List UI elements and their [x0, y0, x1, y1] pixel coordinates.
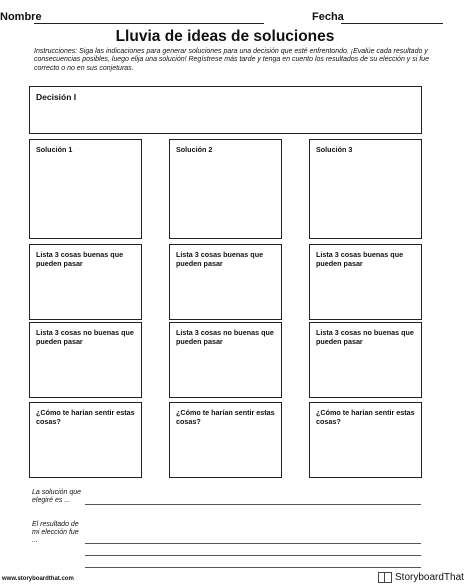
result-line-2[interactable]: [85, 555, 421, 556]
chosen-solution-label: La solución que elegiré es ...: [32, 489, 82, 504]
good-things-1-label: Lista 3 cosas buenas que pueden pasar: [36, 250, 124, 268]
brand-logo: [378, 572, 464, 583]
bad-things-1-box[interactable]: [29, 322, 142, 398]
page-title: Lluvia de ideas de soluciones: [115, 28, 335, 45]
bad-things-2-box[interactable]: [169, 322, 282, 398]
good-things-2-label: Lista 3 cosas buenas que pueden pasar: [176, 250, 264, 268]
feelings-1-label: ¿Cómo te harían sentir estas cosas?: [36, 408, 135, 426]
solution-3-label: Solución 3: [316, 145, 353, 154]
solution-3-box[interactable]: [309, 139, 422, 239]
result-line-1[interactable]: [85, 543, 421, 544]
date-label: Fecha: [312, 11, 344, 23]
name-field-line[interactable]: [34, 23, 264, 24]
solution-2-label: Solución 2: [176, 145, 213, 154]
chosen-solution-line[interactable]: [85, 504, 421, 505]
bad-things-3-label: Lista 3 cosas no buenas que pueden pasar: [316, 328, 414, 346]
good-things-1-box[interactable]: [29, 244, 142, 320]
feelings-3-box[interactable]: [309, 402, 422, 478]
name-label: Nombre: [0, 11, 42, 23]
good-things-2-box[interactable]: [169, 244, 282, 320]
storyboard-icon: [378, 572, 392, 583]
result-label: El resultado de mi elección fue ...: [32, 521, 79, 544]
bad-things-2-label: Lista 3 cosas no buenas que pueden pasar: [176, 328, 274, 346]
feelings-3-label: ¿Cómo te harían sentir estas cosas?: [316, 408, 415, 426]
decision-box[interactable]: [29, 86, 422, 134]
solution-1-box[interactable]: [29, 139, 142, 239]
bad-things-3-box[interactable]: [309, 322, 422, 398]
result-line-3[interactable]: [85, 567, 421, 568]
feelings-2-box[interactable]: [169, 402, 282, 478]
solution-1-label: Solución 1: [36, 145, 73, 154]
solution-2-box[interactable]: [169, 139, 282, 239]
website-url: www.storyboardthat.com: [2, 576, 74, 582]
feelings-1-box[interactable]: [29, 402, 142, 478]
brand-name: StoryboardThat: [395, 572, 464, 583]
instructions-text: Instrucciones: Siga las indicaciones para generar soluciones para una decisión que esté enfrentondo. ¡Evalúe cada resultado y consecuencias posibles, luego elija una solución! Regístrese más tarde y tenga en cuento los resultados de su elección y si fue correcto o no en sus conjeturas.: [34, 48, 429, 72]
decision-label: Decisión I: [36, 92, 77, 102]
good-things-3-box[interactable]: [309, 244, 422, 320]
feelings-2-label: ¿Cómo te harían sentir estas cosas?: [176, 408, 275, 426]
date-field-line[interactable]: [341, 23, 443, 24]
bad-things-1-label: Lista 3 cosas no buenas que pueden pasar: [36, 328, 134, 346]
good-things-3-label: Lista 3 cosas buenas que pueden pasar: [316, 250, 404, 268]
